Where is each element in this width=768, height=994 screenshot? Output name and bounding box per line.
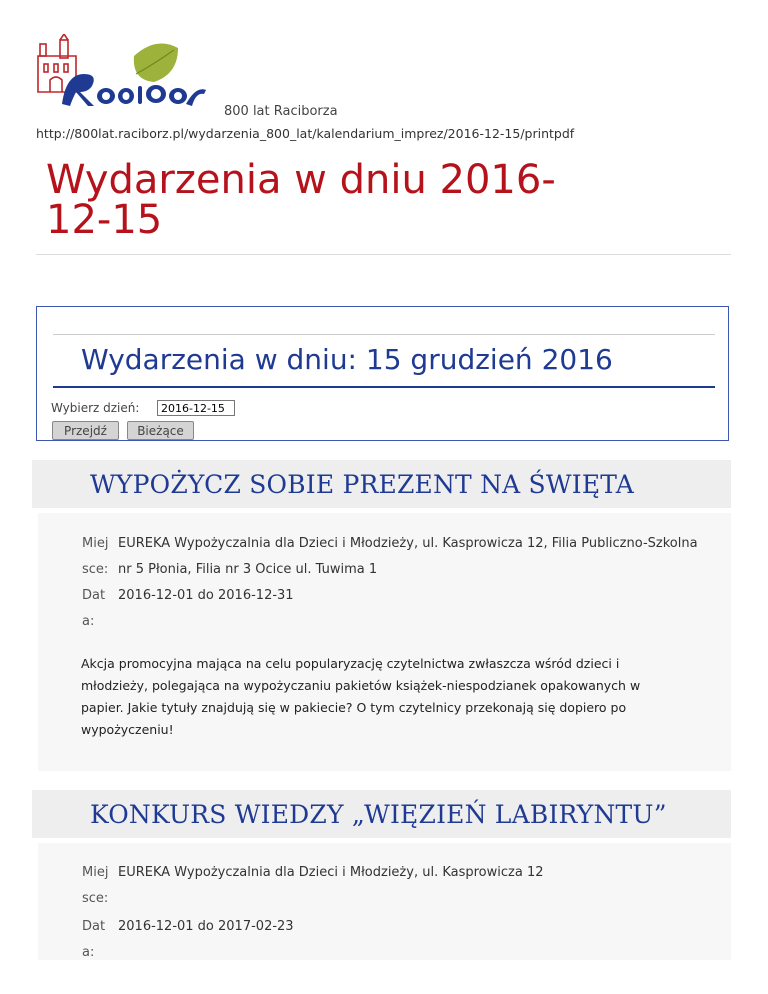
logo-wordmark — [62, 74, 206, 106]
go-button[interactable]: Przejdź — [52, 421, 119, 440]
raciborz-logo — [36, 34, 208, 116]
event-title[interactable]: WYPOŻYCZ SOBIE PREZENT NA ŚWIĘTA — [90, 470, 635, 499]
place-label: Miejsce: — [82, 865, 109, 906]
calendar-widget — [36, 306, 729, 441]
calendar-heading: Wydarzenia w dniu: 15 grudzień 2016 — [81, 343, 613, 376]
date-label: Data: — [82, 588, 106, 629]
event-title[interactable]: KONKURS WIEDZY „WIĘZIEŃ LABIRYNTU” — [90, 800, 667, 829]
event-details — [38, 513, 731, 771]
logo-graphic — [36, 34, 208, 116]
site-name: 800 lat Raciborza — [224, 104, 338, 119]
place-label: Miejsce: — [82, 536, 109, 577]
event-description: Akcja promocyjna mająca na celu popularyzację czytelnictwa zwłaszcza wśród dzieci i młodzieży, polegająca na wypożyczaniu pakietów książek-niespodzianek opakowanych w papier. Jakie tytuły znajdują się w pakiecie? O tym czytelnicy przekonają się dopiero po wypożyczeniu! — [81, 656, 641, 737]
event-details — [38, 843, 731, 960]
date-value: 2016-12-01 do 2017-02-23 — [118, 919, 294, 934]
calendar-heading-rule — [53, 386, 715, 388]
event-header — [32, 460, 731, 508]
event-header — [32, 790, 731, 838]
calendar-top-divider — [53, 334, 715, 335]
page-url: http://800lat.raciborz.pl/wydarzenia_800_lat/kalendarium_imprez/2016-12-15/printpdf — [36, 126, 575, 141]
place-value: EUREKA Wypożyczalnia dla Dzieci i Młodzieży, ul. Kasprowicza 12 — [118, 865, 544, 880]
current-button[interactable]: Bieżące — [127, 421, 194, 440]
date-input[interactable] — [157, 400, 235, 416]
title-divider — [36, 254, 731, 255]
date-label: Data: — [82, 919, 106, 960]
date-value: 2016-12-01 do 2016-12-31 — [118, 588, 294, 603]
page-title: Wydarzenia w dniu 2016-12-15 — [46, 157, 556, 243]
place-value: EUREKA Wypożyczalnia dla Dzieci i Młodzieży, ul. Kasprowicza 12, Filia Publiczno-Szkolna nr 5 Płonia, Filia nr 3 Ocice ul. Tuwima 1 — [118, 536, 698, 577]
date-picker-label: Wybierz dzień: — [51, 401, 140, 415]
